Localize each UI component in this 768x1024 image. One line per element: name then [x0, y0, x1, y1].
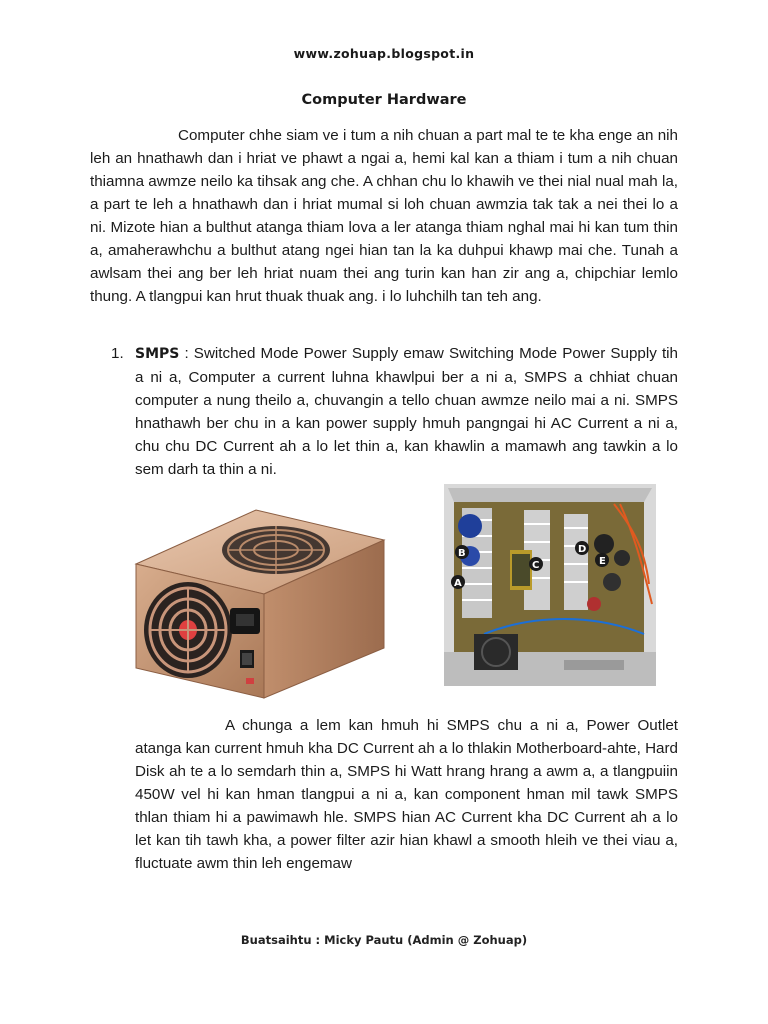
label-b: B: [458, 548, 466, 559]
label-c: C: [532, 560, 540, 571]
psu-exterior-image: [130, 508, 390, 700]
header-url: www.zohuap.blogspot.in: [293, 46, 475, 61]
page-title: Computer Hardware: [301, 92, 467, 108]
intro-paragraph: Computer chhe siam ve i tum a nih chuan a part mal te te kha enge an nih leh an hnathawh dan i hriat ve phawt a ngai a, hemi kal kan a thiam i tum a nih chuan thiamna awmze neilo ka tihsak ang che. A chhan chu lo khawih ve thei nial nual mah la, a part te leh a hnathawh dan i hriat mumal si loh chuan awmzia tak tak a nei thei lo a ni. Mizote hian a bulthut atanga thiam lova a ler atanga thiam nghal mai hi kan tum thin a, amaherawhchu a bulthut atang ngei hian tan la ka duhpui khawp mai che. Tunah a awlsam thei ang ber leh hriat nuam thei ang turin kan han zir ang a, chipchiar lemlo thung. A tlangpui kan hrut thuak thuak ang. i lo luhchilh tan teh ang.: [90, 127, 678, 305]
label-a: A: [454, 578, 462, 589]
list-text: : Switched Mode Power Supply emaw Switching Mode Power Supply tih a ni a, Computer a current luhna khawlpui ber a ni a, SMPS a chhiat chuan computer a nung theilo a, chuvangin a tello chuan awmze neilo mai a ni. SMPS hnathawh ber chu in a kan power supply hmuh pangngai hi AC Current a ni a, chu chu DC Current ah a lo let thin a, kan khawlin a mamawh ang tawkin a lo sem darh ta thin a ni.: [135, 345, 678, 478]
label-d: D: [578, 544, 587, 555]
psu-interior-image: [444, 484, 656, 686]
list-term: SMPS: [135, 346, 180, 362]
list-number: 1.: [111, 345, 124, 362]
footer-credit: Buatsaihtu : Micky Pautu (Admin @ Zohuap): [240, 933, 528, 947]
body-paragraph-2: A chunga a lem kan hmuh hi SMPS chu a ni a, Power Outlet atanga kan current hmuh kha DC Current ah a lo thlakin Motherboard-ahte, Hard Disk ah te a lo semdarh thin a, SMPS hi Watt hrang hrang a awm a, a tlangpuiin 450W vel hi kan hman tlangpui a ni a, kan component hman mil tawk SMPS thlan thiam hi a pawimawh hle. SMPS hian AC Current kha DC Current ah a lo let kan tih tawh kha, a power filter azir hian khawl a smooth hleih ve thei viau a, fluctuate awm thin leh engemaw: [135, 717, 678, 872]
label-e: E: [599, 556, 606, 567]
list-body: [135, 342, 678, 481]
